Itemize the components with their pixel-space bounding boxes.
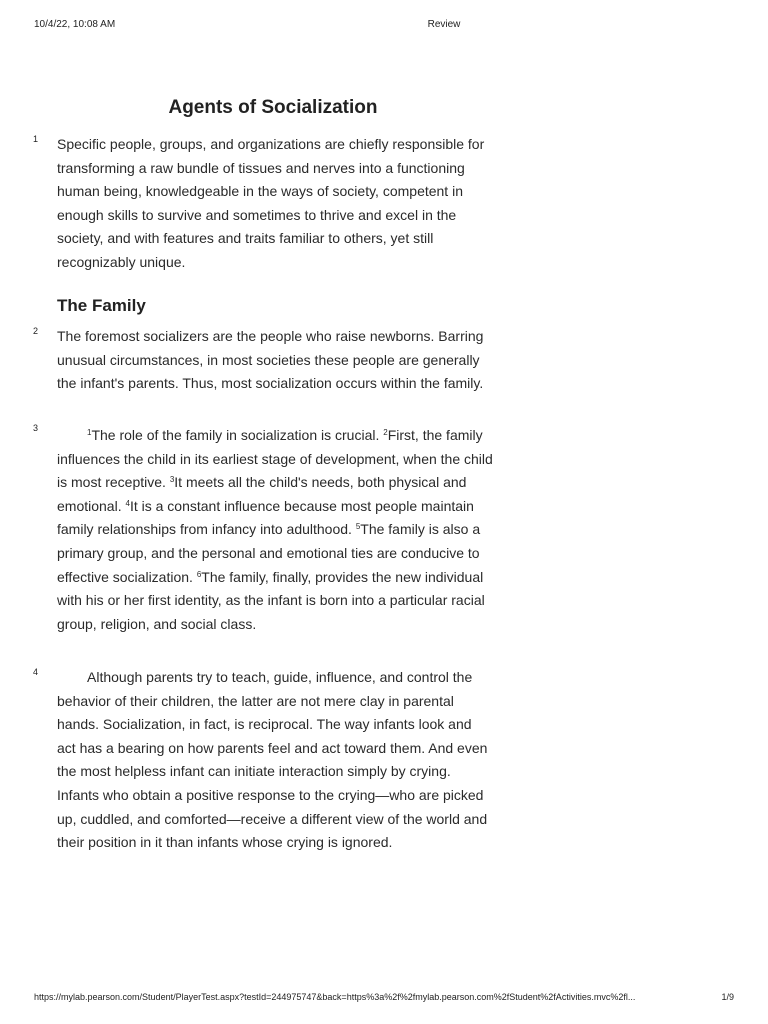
sentence-number: 3 — [169, 475, 175, 485]
family-paragraph-4: Although parents try to teach, guide, influence, and control the behavior of their children, the latter are not mere clay in parental hands. Socialization, in fact, is reciprocal. The way infants look and act has a bearing on how parents feel and act toward them. And even the most helpless infant can initiate interaction simply by crying. Infants who obtain a positive response to the crying—who are picked up, cuddled, and comforted—receive a different view of the world and their position in it than infants whose crying is ignored. — [57, 669, 488, 851]
sentence-number: 5 — [355, 522, 361, 532]
family-paragraph-2: The foremost socializers are the people who raise newborns. Barring unusual circumstances, in most societies these people are generally the infant's parents. Thus, most socialization occurs within the family. — [57, 328, 484, 392]
paragraph-number: 1 — [33, 134, 39, 144]
paragraph-number: 3 — [33, 423, 39, 433]
sentence-text: First, the family influences the child in its earliest stage of development, when the child is most receptive. — [57, 427, 493, 491]
sentence-number: 2 — [383, 428, 388, 437]
article-title: Agents of Socialization — [168, 97, 378, 118]
paragraph-number: 2 — [33, 326, 39, 336]
sentence-number: 4 — [125, 498, 130, 508]
print-url: https://mylab.pearson.com/Student/PlayerTest.aspx?testId=244975747&back=https%3a%2f%2fmylab.pearson.com%2fStudent%2fActivities.mvc%2fl... — [34, 992, 636, 1002]
sentence-text: It is a constant influence because most people maintain family relationships from infancy into adulthood. — [57, 497, 474, 538]
sentence-number: 6 — [196, 569, 202, 579]
sentence-text: The family is also a primary group, and the personal and emotional ties are conducive to effective socialization. — [57, 521, 481, 585]
sentence-text: It meets all the child's needs, both physical and emotional. — [57, 474, 467, 514]
print-page-title: Review — [427, 19, 461, 30]
sentence-text: The role of the family in socialization is crucial. — [91, 427, 384, 443]
print-page-number: 1/9 — [721, 992, 734, 1002]
print-timestamp: 10/4/22, 10:08 AM — [34, 19, 116, 30]
section-heading-family: The Family — [57, 296, 146, 315]
sentence-number: 1 — [87, 428, 92, 437]
family-paragraph-3 — [57, 424, 493, 636]
paragraph-number: 4 — [33, 667, 39, 677]
intro-paragraph: Specific people, groups, and organizations are chiefly responsible for transforming a raw bundle of tissues and nerves into a functioning human being, knowledgeable in the ways of society, competent in enough skills to survive and sometimes to thrive and excel in the society, and with features and traits familiar to others, yet still recognizably unique. — [57, 136, 485, 270]
sentence-text: The family, finally, provides the new individual with his or her first identity, as the infant is born into a particular racial group, religion, and social class. — [57, 568, 485, 632]
